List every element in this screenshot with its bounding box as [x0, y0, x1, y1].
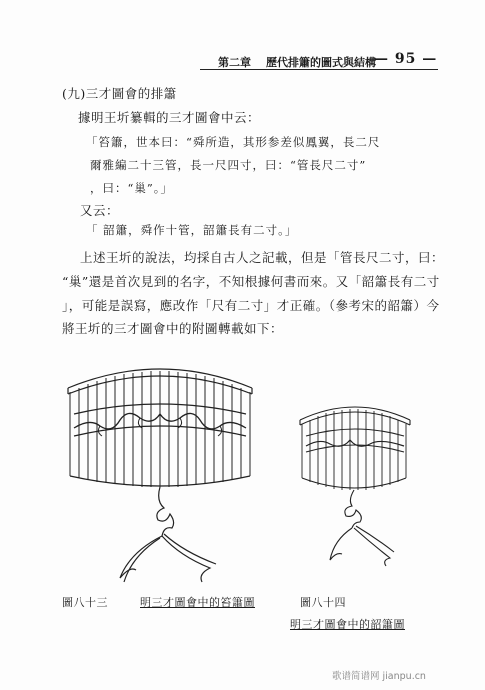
- also-says: 又云：: [80, 203, 120, 218]
- quote1-line-3: ，曰：“巢”。」: [90, 181, 174, 195]
- quote1-line-1: 「笞簫，世本曰：“舜所造，其形参差似鳳翼，長二尺: [86, 135, 381, 149]
- watermark: 歌谱简谱网 jianpu.cn: [332, 671, 426, 682]
- chapter-title: 歷代排簫的圖式與結構: [266, 56, 376, 69]
- header-rule: [200, 69, 438, 70]
- figure-84-number: 圖八十四: [300, 596, 346, 609]
- figure-83-panpipe-illustration: [60, 356, 260, 588]
- body-line-1: 上述王圻的說法，均採自古人之記載，但是「管長尺二寸，曰：: [80, 250, 445, 265]
- intro-line: 據明王圻纂輯的三才圖會中云：: [78, 110, 261, 125]
- page-number: — 95 —: [374, 51, 438, 67]
- body-line-3: 」，可能是誤寫，應改作「尺有二寸」才正確。（參考宋的韶簫）今: [62, 298, 440, 313]
- chapter-label: 第二章: [218, 56, 251, 69]
- figure-83-caption: 明三才圖會中的笞簫圖: [140, 596, 255, 609]
- figure-84-caption: 明三才圖會中的韶簫圖: [290, 618, 405, 631]
- figure-84-panpipe-illustration: [294, 398, 416, 568]
- section-heading: (九)三才圖會的排簫: [62, 86, 177, 101]
- body-line-2: “巢”還是首次見到的名字，不知根據何書而來。又「韶簫長有二寸: [62, 274, 440, 289]
- quote2: 「 韶簫，舜作十管，韶簫長有二寸。」: [86, 223, 298, 237]
- quote1-line-2: 爾雅編二十三管，長一尺四寸，曰：“管長尺二寸”: [90, 158, 367, 172]
- body-line-4: 將王圻的三才圖會中的附圖轉載如下：: [62, 321, 284, 336]
- figure-83-number: 圖八十三: [62, 596, 108, 609]
